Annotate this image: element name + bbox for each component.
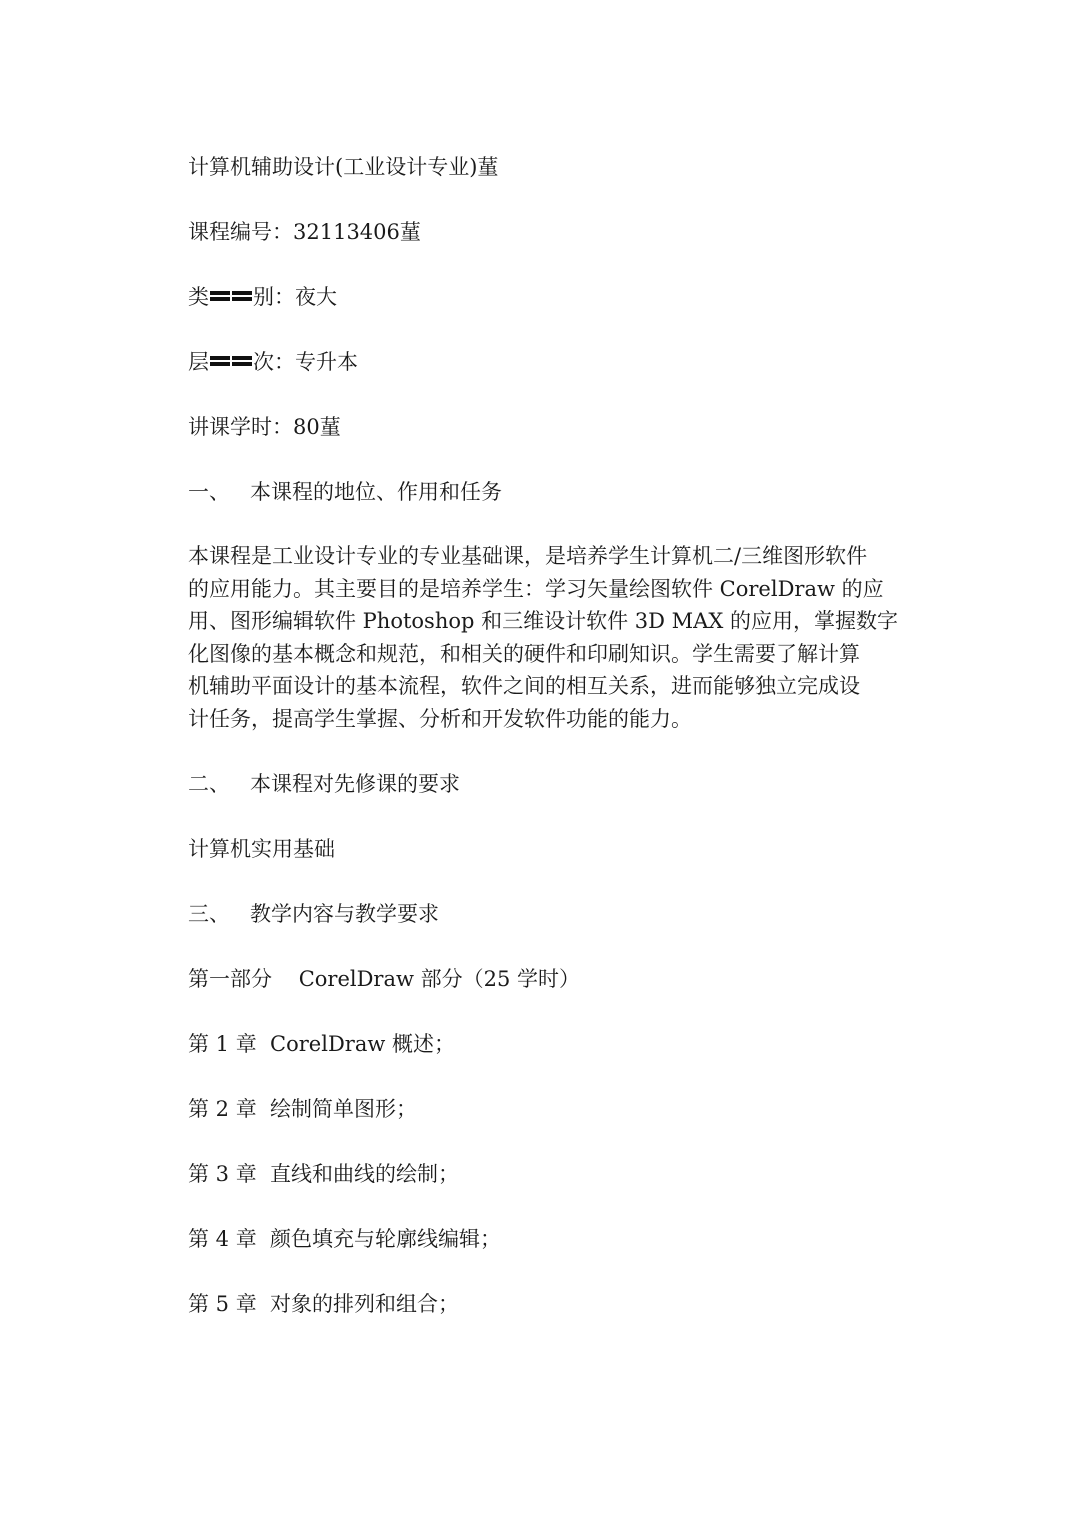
paragraph-line: 机辅助平面设计的基本流程，软件之间的相互关系，进而能够独立完成设 xyxy=(188,674,860,699)
category-label-end: 别：夜大 xyxy=(253,285,337,309)
chapter-item: 第 3 章 直线和曲线的绘制； xyxy=(188,1162,460,1186)
paragraph-line: 的应用能力。其主要目的是培养学生：学习矢量绘图软件 CorelDraw 的应 xyxy=(188,576,884,601)
chapter-item: 第 4 章 颜色填充与轮廓线编辑； xyxy=(188,1227,502,1251)
category-label-start: 类 xyxy=(188,285,209,309)
section-1-heading: 一、 本课程的地位、作用和任务 xyxy=(188,480,503,504)
paragraph-line: 计任务，提高学生掌握、分析和开发软件功能的能力。 xyxy=(188,706,692,731)
course-code: 课程编号：32113406蓳 xyxy=(188,220,421,244)
box-glyph-icon xyxy=(210,356,230,366)
level-label-start: 层 xyxy=(188,350,209,374)
section-3-heading: 三、 教学内容与教学要求 xyxy=(188,902,440,926)
box-glyph-icon xyxy=(232,291,252,301)
paragraph-line: 用、图形编辑软件 Photoshop 和三维设计软件 3D MAX 的应用，掌握数字 xyxy=(188,609,898,634)
part-1-heading: 第一部分 CorelDraw 部分（25 学时） xyxy=(188,967,581,991)
course-hours: 讲课学时：80蓳 xyxy=(188,415,341,439)
level-label-end: 次：专升本 xyxy=(253,350,358,374)
section-2-text: 计算机实用基础 xyxy=(188,837,335,861)
chapter-item: 第 2 章 绘制简单图形； xyxy=(188,1097,418,1121)
course-level xyxy=(188,346,888,378)
document-title: 计算机辅助设计(工业设计专业)蓳 xyxy=(188,155,499,179)
section-1-paragraph xyxy=(188,540,898,736)
section-2-heading: 二、 本课程对先修课的要求 xyxy=(188,772,461,796)
paragraph-line: 本课程是工业设计专业的专业基础课，是培养学生计算机二/三维图形软件 xyxy=(188,544,868,568)
course-category xyxy=(188,281,888,313)
box-glyph-icon xyxy=(232,356,252,366)
chapter-item: 第 1 章 CorelDraw 概述； xyxy=(188,1032,456,1056)
chapter-item: 第 5 章 对象的排列和组合； xyxy=(188,1292,460,1316)
paragraph-line: 化图像的基本概念和规范，和相关的硬件和印刷知识。学生需要了解计算 xyxy=(188,641,860,666)
box-glyph-icon xyxy=(210,291,230,301)
